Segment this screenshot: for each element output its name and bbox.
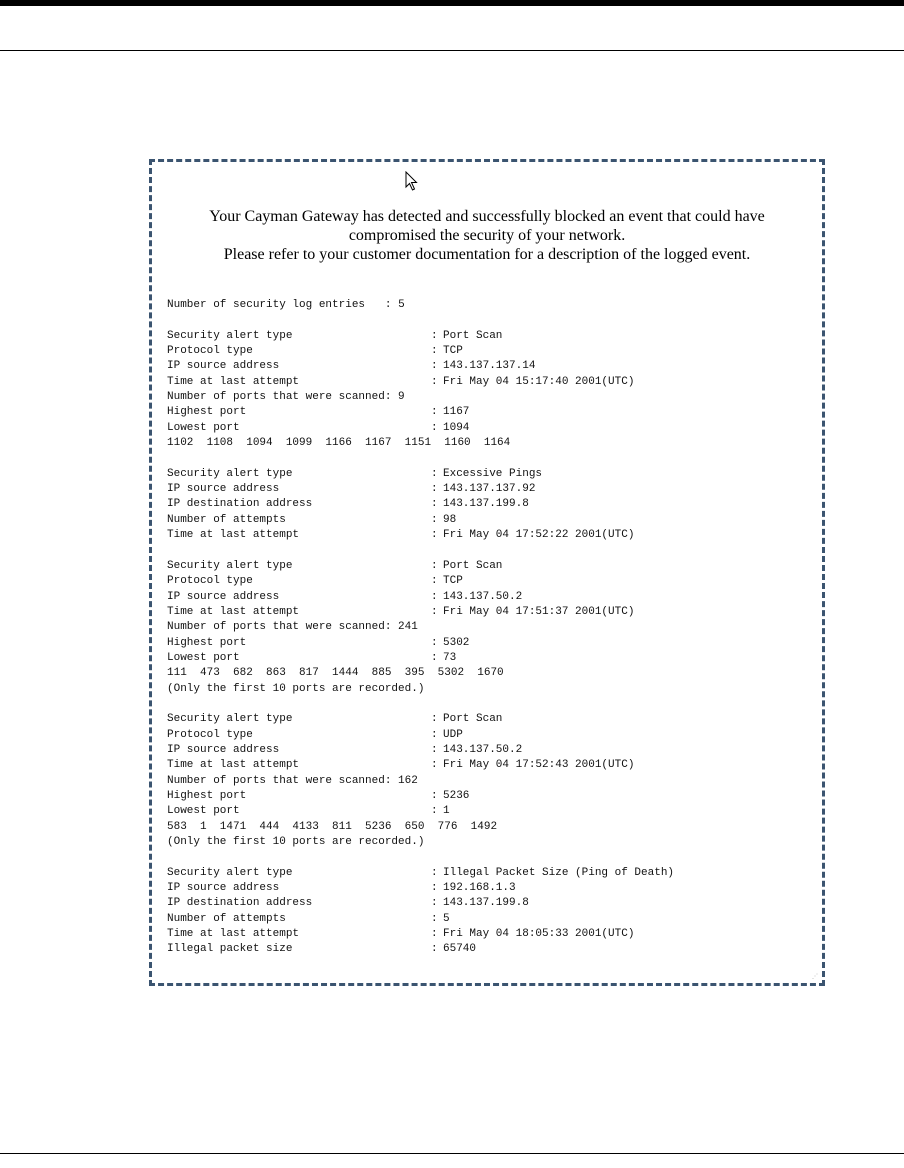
log-field-label: Time at last attempt (167, 605, 300, 618)
log-field-value: 1167 (443, 406, 470, 419)
log-field-row: IP destination address : 143.137.199.8 (167, 497, 817, 512)
log-field-label: IP source address (167, 590, 280, 603)
log-field-row: Highest port : 1167 (167, 405, 817, 420)
log-field-label: Highest port (167, 790, 247, 802)
entry-spacer (167, 544, 817, 559)
log-field-row: Lowest port : 1094 (167, 421, 817, 436)
log-field-row: Time at last attempt : Fri May 04 17:51:37 2001(UTC) (167, 605, 817, 620)
log-field-value: 143.137.50.2 (443, 743, 523, 756)
log-field-value: Fri May 04 15:17:40 2001(UTC) (443, 375, 635, 388)
log-field-label: Security alert type (167, 559, 293, 572)
scanned-ports-list: 1102 1108 1094 1099 1166 1167 1151 1160 1164 (167, 437, 511, 450)
log-field-label: Security alert type (167, 713, 293, 726)
log-field-row: Illegal packet size : 65740 (167, 942, 817, 957)
log-field-row: Time at last attempt : Fri May 04 17:52:43 2001(UTC) (167, 758, 817, 773)
log-field-value: 98 (443, 513, 457, 526)
log-field-value: 5302 (443, 636, 470, 649)
log-field-row: Number of ports that were scanned: 162 (167, 774, 418, 787)
resize-grip[interactable]: ⋰ (812, 974, 818, 980)
log-field-row: Protocol type : UDP (167, 728, 817, 743)
log-field-label: IP source address (167, 743, 280, 756)
log-field-value: Port Scan (443, 713, 503, 726)
log-field-row: IP source address : 192.168.1.3 (167, 881, 817, 896)
log-field-row: Number of attempts : 98 (167, 513, 817, 528)
log-field-value: Excessive Pings (443, 467, 543, 480)
banner-line-2: compromised the security of your network. (348, 227, 626, 244)
log-field-row: Time at last attempt : Fri May 04 18:05:33 2001(UTC) (167, 927, 817, 942)
log-field-row: Security alert type : Port Scan (167, 329, 817, 344)
log-entry (167, 467, 817, 544)
log-entry-count: Number of security log entries : 5 (167, 298, 817, 313)
log-field-row: Number of ports that were scanned: 241 (167, 621, 418, 634)
log-field-label: IP destination address (167, 897, 313, 910)
log-field-value: 5 (443, 912, 450, 925)
log-field-row: Time at last attempt : Fri May 04 17:52:22 2001(UTC) (167, 528, 817, 543)
log-field-label: Highest port (167, 636, 247, 649)
log-field-row: IP source address : 143.137.50.2 (167, 743, 817, 758)
log-field-label: Number of ports that were scanned (167, 621, 385, 634)
log-field-label: Security alert type (167, 467, 293, 480)
entry-spacer (167, 697, 817, 712)
log-field-value: 192.168.1.3 (443, 882, 516, 895)
log-field-value: 73 (443, 651, 457, 664)
log-field-value: 143.137.137.92 (443, 483, 536, 496)
log-entry (167, 712, 817, 850)
log-field-value: 241 (398, 621, 418, 634)
log-field-label: Lowest port (167, 651, 240, 664)
log-field-label: Highest port (167, 406, 247, 419)
log-field-row: Number of attempts : 5 (167, 912, 817, 927)
log-field-row: Security alert type : Illegal Packet Size (Ping of Death) (167, 866, 817, 881)
log-field-value: TCP (443, 575, 463, 588)
log-field-value: Illegal Packet Size (Ping of Death) (443, 866, 675, 879)
log-field-value: Fri May 04 17:52:22 2001(UTC) (443, 529, 635, 542)
log-entry (167, 559, 817, 697)
log-field-label: Time at last attempt (167, 375, 300, 388)
log-field-row: IP destination address : 143.137.199.8 (167, 896, 817, 911)
log-field-label: Illegal packet size (167, 943, 293, 956)
log-field-row: Number of ports that were scanned: 9 (167, 391, 405, 404)
log-field-label: Time at last attempt (167, 928, 300, 941)
log-field-row: Security alert type : Excessive Pings (167, 467, 817, 482)
log-field-label: Protocol type (167, 728, 253, 741)
log-field-value: 1 (443, 805, 450, 818)
log-field-value: 143.137.50.2 (443, 590, 523, 603)
log-field-label: IP source address (167, 483, 280, 496)
log-entry-count-value: 5 (398, 299, 405, 311)
entry-spacer (167, 850, 817, 865)
log-field-value: UDP (443, 728, 463, 741)
log-field-label: Lowest port (167, 421, 240, 434)
log-field-value: 143.137.137.14 (443, 360, 536, 373)
top-rule (0, 0, 904, 6)
log-field-value: 1094 (443, 421, 470, 434)
security-alert-window (149, 159, 825, 986)
log-field-row: Highest port : 5236 (167, 789, 817, 804)
log-field-row: IP source address : 143.137.137.14 (167, 359, 817, 374)
log-field-value: 5236 (443, 790, 470, 802)
log-field-row: Protocol type : TCP (167, 344, 817, 359)
mouse-pointer-icon (405, 171, 419, 191)
log-field-label: Lowest port (167, 805, 240, 818)
ports-note: (Only the first 10 ports are recorded.) (167, 836, 425, 849)
log-field-value: Port Scan (443, 329, 503, 342)
log-field-label: Time at last attempt (167, 759, 300, 772)
log-entry-count-label: Number of security log entries (167, 299, 366, 311)
log-entry (167, 866, 817, 958)
log-entry (167, 329, 817, 452)
log-field-label: Security alert type (167, 329, 293, 342)
log-field-value: Fri May 04 18:05:33 2001(UTC) (443, 928, 635, 941)
alert-banner (152, 207, 822, 264)
log-field-label: Security alert type (167, 866, 293, 879)
entry-spacer (167, 451, 817, 466)
log-field-label: IP destination address (167, 498, 313, 511)
log-field-value: 143.137.199.8 (443, 498, 529, 511)
scanned-ports-list: 583 1 1471 444 4133 811 5236 650 776 1492 (167, 820, 498, 833)
log-field-row: Lowest port : 1 (167, 804, 817, 819)
log-field-label: Number of attempts (167, 912, 286, 925)
log-field-label: IP source address (167, 882, 280, 895)
log-field-row: Time at last attempt : Fri May 04 15:17:40 2001(UTC) (167, 375, 817, 390)
log-field-label: Number of ports that were scanned (167, 774, 385, 787)
log-field-value: 162 (398, 774, 418, 787)
log-field-row: Security alert type : Port Scan (167, 559, 817, 574)
log-field-row: Security alert type : Port Scan (167, 712, 817, 727)
log-field-row: Lowest port : 73 (167, 651, 817, 666)
log-field-label: Protocol type (167, 345, 253, 358)
log-field-label: Protocol type (167, 575, 253, 588)
log-field-value: 9 (398, 391, 405, 404)
log-field-label: Number of attempts (167, 513, 286, 526)
log-field-row: Highest port : 5302 (167, 636, 817, 651)
log-field-value: 65740 (443, 943, 477, 956)
log-field-label: Number of ports that were scanned (167, 391, 385, 404)
log-field-row: Protocol type : TCP (167, 574, 817, 589)
log-field-value: Fri May 04 17:51:37 2001(UTC) (443, 605, 635, 618)
log-field-value: Port Scan (443, 559, 503, 572)
log-field-row: IP source address : 143.137.137.92 (167, 482, 817, 497)
log-field-label: IP source address (167, 360, 280, 373)
entry-spacer (167, 313, 817, 328)
header-divider (0, 50, 904, 51)
log-field-value: 143.137.199.8 (443, 897, 529, 910)
security-log (167, 298, 817, 958)
scanned-ports-list: 111 473 682 863 817 1444 885 395 5302 1670 (167, 667, 504, 680)
footer-divider (0, 1153, 904, 1154)
banner-line-3: Please refer to your customer documentation for a description of the logged event. (223, 246, 751, 263)
log-field-row: IP source address : 143.137.50.2 (167, 590, 817, 605)
log-field-value: TCP (443, 345, 463, 358)
log-field-value: Fri May 04 17:52:43 2001(UTC) (443, 759, 635, 772)
log-field-label: Time at last attempt (167, 529, 300, 542)
ports-note: (Only the first 10 ports are recorded.) (167, 682, 425, 695)
banner-line-1: Your Cayman Gateway has detected and successfully blocked an event that could have (209, 208, 765, 225)
